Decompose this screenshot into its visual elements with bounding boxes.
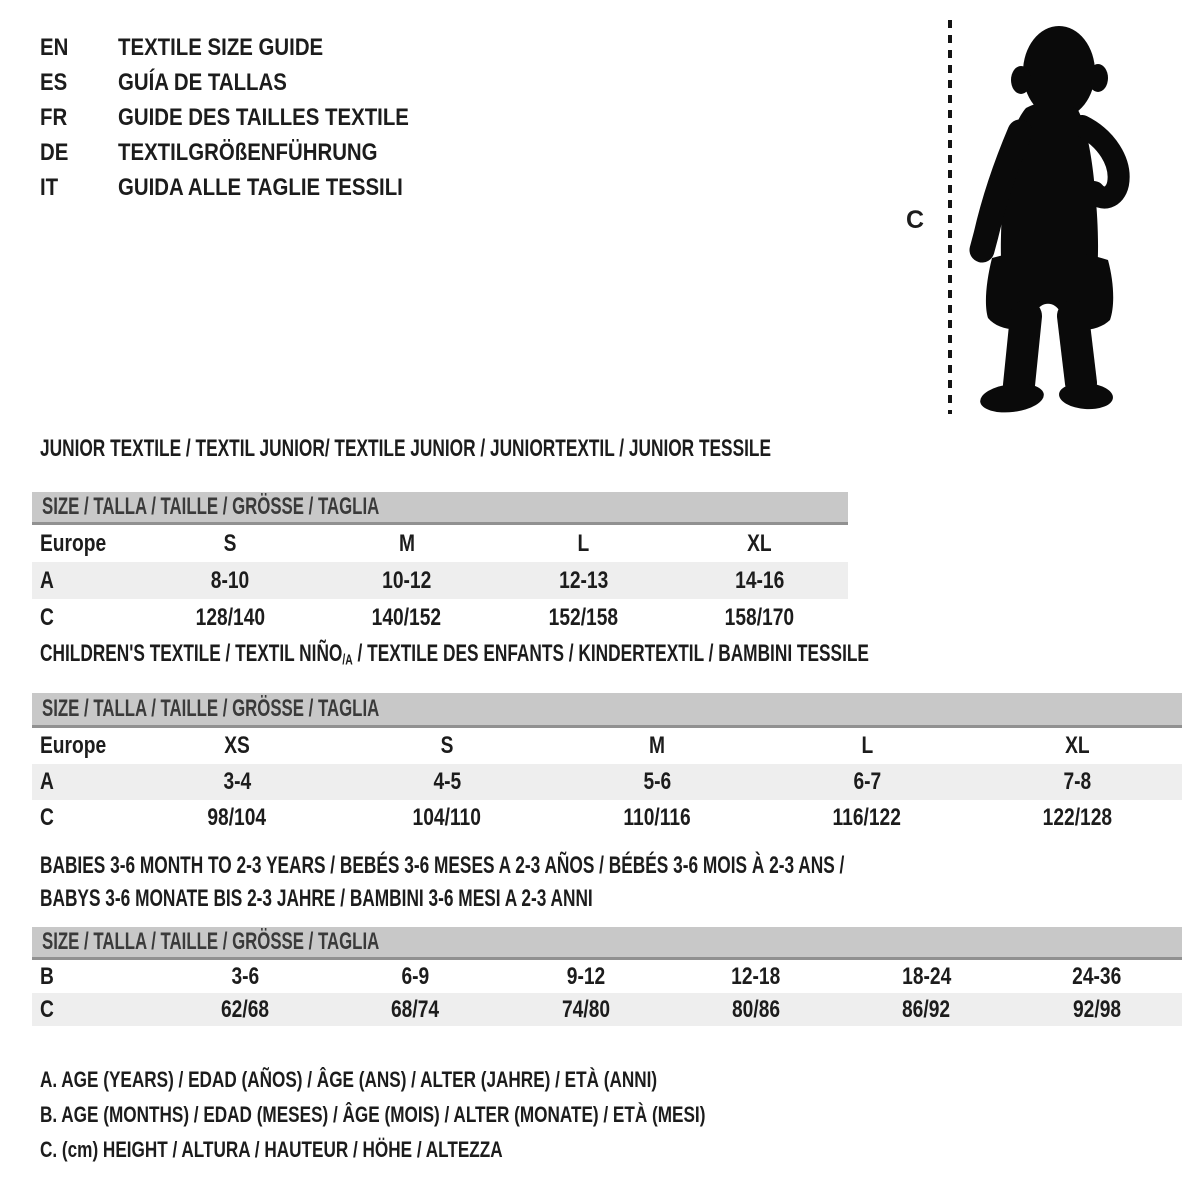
table-cell: 98/104 (207, 804, 267, 831)
table-row-height-cm (32, 599, 848, 636)
table-cell: 80/86 (732, 995, 781, 1023)
table-row-age-years (32, 562, 848, 599)
table-cell: 5-6 (643, 768, 671, 795)
lang-code: IT (40, 173, 59, 201)
size-header-label: SIZE / TALLA / TAILLE / GRÖSSE / TAGLIA (42, 695, 380, 722)
junior-section-title: JUNIOR TEXTILE / TEXTIL JUNIOR/ TEXTILE JUNIOR / JUNIORTEXTIL / JUNIOR TESSILE (40, 435, 771, 462)
height-measure-label: C (906, 206, 925, 234)
children-section-title: CHILDREN'S TEXTILE / TEXTIL NIÑO/A / TEXTILE DES ENFANTS / KINDERTEXTIL / BAMBINI TESSILE (40, 640, 869, 669)
legend-line-a: A. AGE (YEARS) / EDAD (AÑOS) / ÂGE (ANS) / ALTER (JAHRE) / ETÀ (ANNI) (40, 1066, 658, 1092)
table-cell: XS (224, 732, 250, 759)
guide-title-it: GUIDA ALLE TAGLIE TESSILI (118, 173, 403, 201)
row-label: C (40, 603, 54, 631)
guide-title-de: TEXTILGRÖßENFÜHRUNG (118, 138, 378, 166)
table-cell: 116/122 (832, 804, 902, 831)
lang-code: FR (40, 103, 68, 131)
size-header-bar (32, 492, 848, 525)
table-cell: 8-10 (211, 566, 250, 594)
table-cell: 6-7 (853, 768, 881, 795)
table-cell: S (440, 732, 454, 759)
table-cell: 10-12 (382, 566, 432, 594)
language-title-list (40, 30, 460, 205)
table-cell: 152/158 (548, 603, 618, 631)
table-cell: 128/140 (195, 603, 265, 631)
size-header-label: SIZE / TALLA / TAILLE / GRÖSSE / TAGLIA (42, 928, 380, 955)
guide-title-es: GUÍA DE TALLAS (118, 68, 287, 96)
babies-section-title (40, 849, 1157, 915)
size-header-bar (32, 693, 1182, 728)
table-cell: XL (747, 529, 773, 557)
table-cell: 122/128 (1042, 804, 1112, 831)
babies-size-table (32, 927, 1182, 1026)
lang-row-fr (40, 100, 460, 135)
table-row-age-months (32, 960, 1182, 993)
table-row-height-cm (32, 800, 1182, 836)
table-row-age-years (32, 764, 1182, 800)
row-label: Europe (40, 732, 107, 759)
table-cell: 104/110 (412, 804, 482, 831)
table-cell: 140/152 (372, 603, 442, 631)
lang-row-de (40, 135, 460, 170)
babies-title-line2: BABYS 3-6 MONATE BIS 2-3 JAHRE / BAMBINI 3-6 MESI A 2-3 ANNI (40, 885, 593, 912)
table-row-europe (32, 525, 848, 562)
table-cell: 62/68 (221, 995, 270, 1023)
row-label: Europe (40, 529, 107, 557)
table-cell: 4-5 (433, 768, 461, 795)
size-header-label: SIZE / TALLA / TAILLE / GRÖSSE / TAGLIA (42, 493, 380, 520)
table-cell: 18-24 (901, 962, 952, 990)
table-cell: 74/80 (561, 995, 610, 1023)
row-label: C (40, 804, 54, 831)
table-cell: 3-6 (231, 962, 260, 990)
table-cell: 9-12 (566, 962, 606, 990)
lang-code: EN (40, 33, 69, 61)
table-cell: XL (1064, 732, 1090, 759)
toddler-silhouette-icon (962, 20, 1137, 420)
table-cell: 7-8 (1063, 768, 1091, 795)
table-cell: 86/92 (902, 995, 951, 1023)
guide-title-fr: GUIDE DES TAILLES TEXTILE (118, 103, 409, 131)
table-cell: 6-9 (401, 962, 430, 990)
lang-code: DE (40, 138, 69, 166)
legend-line-b: B. AGE (MONTHS) / EDAD (MESES) / ÂGE (MOIS) / ALTER (MONATE) / ETÀ (MESI) (40, 1101, 706, 1127)
table-cell: 12-13 (558, 566, 608, 594)
guide-title-en: TEXTILE SIZE GUIDE (118, 33, 324, 61)
children-size-table (32, 693, 1182, 836)
lang-row-en (40, 30, 460, 65)
title-subscript: /A (342, 652, 353, 669)
table-cell: L (861, 732, 873, 759)
table-cell: 68/74 (391, 995, 440, 1023)
table-cell: 3-4 (223, 768, 251, 795)
table-cell: 92/98 (1072, 995, 1121, 1023)
measurement-legend (40, 1062, 893, 1167)
table-cell: S (223, 529, 237, 557)
size-header-bar (32, 927, 1182, 960)
table-cell: 14-16 (735, 566, 785, 594)
table-cell: M (649, 732, 665, 759)
table-cell: M (398, 529, 415, 557)
table-cell: L (577, 529, 590, 557)
table-cell: 110/116 (623, 804, 691, 831)
table-cell: 158/170 (725, 603, 795, 631)
table-row-europe (32, 728, 1182, 764)
lang-row-it (40, 170, 460, 205)
junior-size-table (32, 492, 848, 636)
table-cell: 12-18 (731, 962, 781, 990)
row-label: A (40, 566, 54, 594)
legend-line-c: C. (cm) HEIGHT / ALTURA / HAUTEUR / HÖHE / ALTEZZA (40, 1136, 503, 1162)
table-row-height-cm (32, 993, 1182, 1026)
lang-row-es (40, 65, 460, 100)
babies-title-line1: BABIES 3-6 MONTH TO 2-3 YEARS / BEBÉS 3-6 MESES A 2-3 AÑOS / BÉBÉS 3-6 MOIS À 2-3 ANS / (40, 852, 845, 879)
table-cell: 24-36 (1072, 962, 1122, 990)
row-label: B (40, 962, 54, 990)
height-measure-dashed-line (948, 20, 952, 414)
lang-code: ES (40, 68, 68, 96)
row-label: C (40, 995, 54, 1023)
row-label: A (40, 768, 54, 795)
